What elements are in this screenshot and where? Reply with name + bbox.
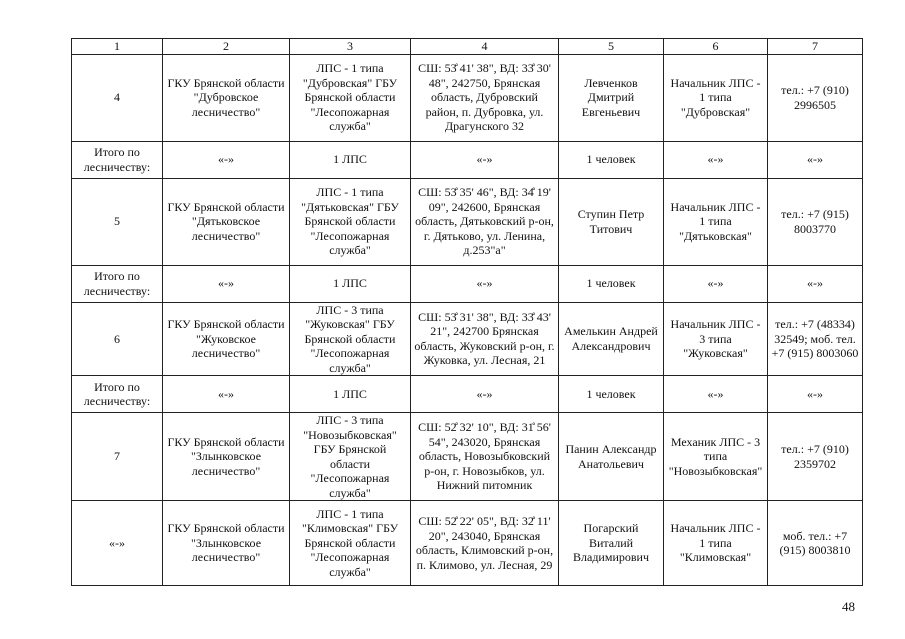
- column-number-5: 5: [559, 39, 664, 55]
- total-stations: 1 ЛПС: [290, 265, 411, 302]
- total-position: «-»: [664, 265, 768, 302]
- phone-cell: тел.: +7 (910) 2359702: [768, 413, 863, 501]
- station-cell: ЛПС - 1 типа "Дятьковская" ГБУ Брянской области "Лесопожарная служба": [290, 178, 411, 265]
- table-header-row: [72, 39, 863, 55]
- position-cell: Начальник ЛПС - 3 типа "Жуковская": [664, 302, 768, 376]
- total-address: «-»: [411, 376, 559, 413]
- forestry-cell: ГКУ Брянской области "Злынковское лесничество": [163, 413, 290, 501]
- total-position: «-»: [664, 141, 768, 178]
- table-row: [72, 302, 863, 376]
- table-row: [72, 178, 863, 265]
- total-phone: «-»: [768, 376, 863, 413]
- table-row: [72, 501, 863, 586]
- responsible-person-cell: Погарский Виталий Владимирович: [559, 501, 664, 586]
- column-number-4: 4: [411, 39, 559, 55]
- station-cell: ЛПС - 3 типа "Жуковская" ГБУ Брянской области "Лесопожарная служба": [290, 302, 411, 376]
- coordinates-address-cell: СШ: 53̊ 35' 46", ВД: 34̊ 19' 09", 242600, Брянская область, Дятьковский р-он, г. Дятьково, ул. Ленина, д.253"а": [411, 178, 559, 265]
- total-position: «-»: [664, 376, 768, 413]
- station-cell: ЛПС - 3 типа "Новозыбковская" ГБУ Брянской области "Лесопожарная служба": [290, 413, 411, 501]
- position-cell: Начальник ЛПС - 1 типа "Дубровская": [664, 54, 768, 141]
- total-row: [72, 376, 863, 413]
- responsible-person-cell: Панин Александр Анатольевич: [559, 413, 664, 501]
- phone-cell: тел.: +7 (48334) 32549; моб. тел. +7 (915) 8003060: [768, 302, 863, 376]
- station-cell: ЛПС - 1 типа "Климовская" ГБУ Брянской области "Лесопожарная служба": [290, 501, 411, 586]
- coordinates-address-cell: СШ: 52̊ 22' 05", ВД: 32̊ 11' 20", 243040, Брянская область, Климовский р-он, п. Климово, ул. Лесная, 29: [411, 501, 559, 586]
- total-forestry: «-»: [163, 141, 290, 178]
- total-label: Итого по лесничеству:: [72, 376, 163, 413]
- row-number: 5: [72, 178, 163, 265]
- total-address: «-»: [411, 141, 559, 178]
- total-address: «-»: [411, 265, 559, 302]
- column-number-3: 3: [290, 39, 411, 55]
- total-phone: «-»: [768, 141, 863, 178]
- total-phone: «-»: [768, 265, 863, 302]
- responsible-person-cell: Левченков Дмитрий Евгеньевич: [559, 54, 664, 141]
- row-number: «-»: [72, 501, 163, 586]
- column-number-6: 6: [664, 39, 768, 55]
- forestry-cell: ГКУ Брянской области "Дятьковское лесничество": [163, 178, 290, 265]
- station-cell: ЛПС - 1 типа "Дубровская" ГБУ Брянской области "Лесопожарная служба": [290, 54, 411, 141]
- responsible-person-cell: Амелькин Андрей Александрович: [559, 302, 664, 376]
- total-label: Итого по лесничеству:: [72, 141, 163, 178]
- phone-cell: моб. тел.: +7 (915) 8003810: [768, 501, 863, 586]
- total-forestry: «-»: [163, 376, 290, 413]
- row-number: 6: [72, 302, 163, 376]
- forestry-cell: ГКУ Брянской области "Жуковское лесничество": [163, 302, 290, 376]
- total-people: 1 человек: [559, 265, 664, 302]
- column-number-2: 2: [163, 39, 290, 55]
- total-people: 1 человек: [559, 141, 664, 178]
- total-stations: 1 ЛПС: [290, 141, 411, 178]
- responsible-person-cell: Ступин Петр Титович: [559, 178, 664, 265]
- position-cell: Механик ЛПС - 3 типа "Новозыбковская": [664, 413, 768, 501]
- coordinates-address-cell: СШ: 53̊ 31' 38", ВД: 33̊ 43' 21", 242700 Брянская область, Жуковский р-он, г. Жуковка, ул. Лесная, 21: [411, 302, 559, 376]
- forestry-cell: ГКУ Брянской области "Злынковское лесничество": [163, 501, 290, 586]
- coordinates-address-cell: СШ: 52̊ 32' 10", ВД: 31̊ 56' 54", 243020, Брянская область, Новозыбковский р-он, г. Новозыбков, ул. Нижний питомник: [411, 413, 559, 501]
- phone-cell: тел.: +7 (915) 8003770: [768, 178, 863, 265]
- position-cell: Начальник ЛПС - 1 типа "Дятьковская": [664, 178, 768, 265]
- row-number: 7: [72, 413, 163, 501]
- total-stations: 1 ЛПС: [290, 376, 411, 413]
- fire-stations-table: [71, 38, 863, 586]
- total-forestry: «-»: [163, 265, 290, 302]
- page-number: 48: [842, 599, 855, 614]
- total-label: Итого по лесничеству:: [72, 265, 163, 302]
- total-row: [72, 141, 863, 178]
- column-number-1: 1: [72, 39, 163, 55]
- row-number: 4: [72, 54, 163, 141]
- column-number-7: 7: [768, 39, 863, 55]
- coordinates-address-cell: СШ: 53̊ 41' 38", ВД: 33̊ 30' 48", 242750, Брянская область, Дубровский район, п. Дубровка, ул. Драгунского 32: [411, 54, 559, 141]
- total-row: [72, 265, 863, 302]
- position-cell: Начальник ЛПС - 1 типа "Климовская": [664, 501, 768, 586]
- phone-cell: тел.: +7 (910) 2996505: [768, 54, 863, 141]
- total-people: 1 человек: [559, 376, 664, 413]
- table-row: [72, 413, 863, 501]
- table-row: [72, 54, 863, 141]
- forestry-cell: ГКУ Брянской области "Дубровское лесничество": [163, 54, 290, 141]
